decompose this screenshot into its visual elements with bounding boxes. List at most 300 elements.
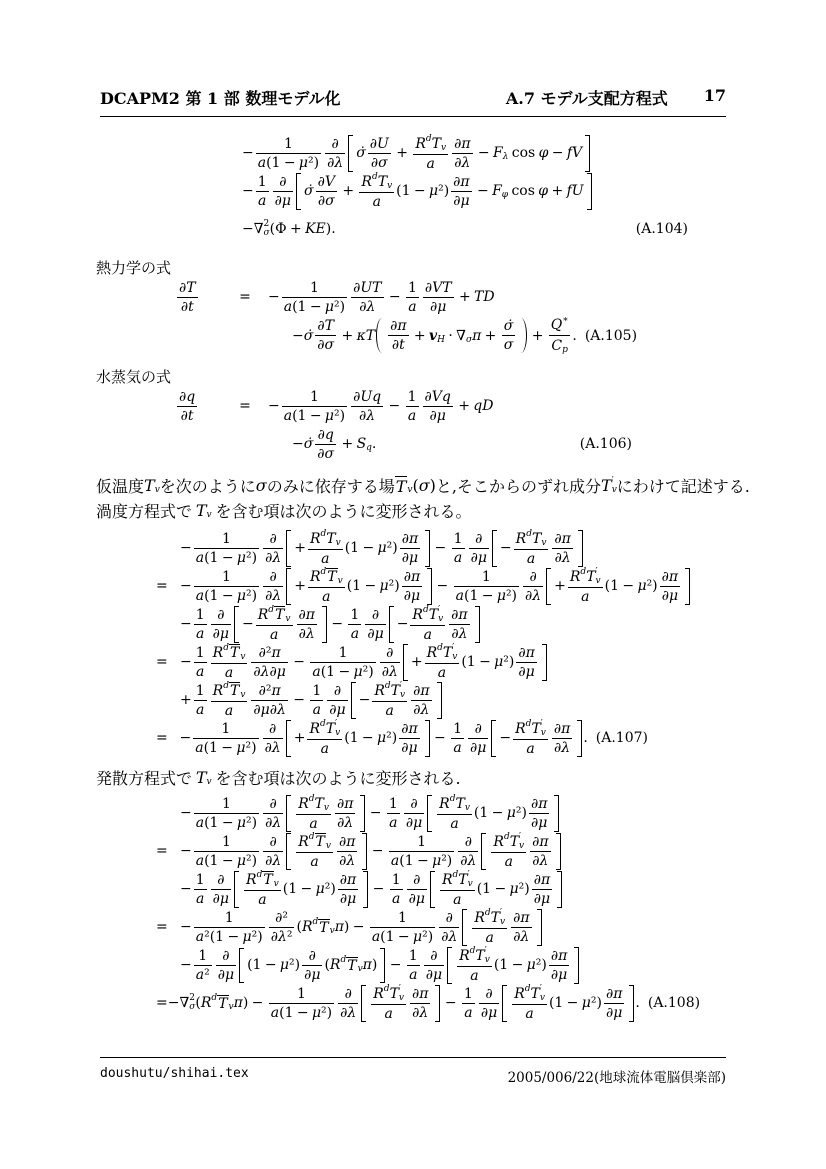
fraction-bar	[251, 662, 287, 663]
math-token	[296, 833, 333, 851]
math-token	[483, 986, 494, 1002]
math-token	[503, 144, 509, 162]
equation-expression	[292, 316, 577, 355]
fraction-bar	[549, 335, 571, 336]
math-token	[432, 136, 441, 152]
math-token: t	[188, 298, 194, 315]
close-delimiter	[556, 833, 561, 870]
equation-line	[156, 643, 726, 681]
math-token: )	[429, 476, 436, 495]
math-token	[368, 136, 391, 152]
fraction-bar	[452, 548, 465, 549]
math-token: +	[410, 654, 423, 670]
math-token: −	[622, 578, 635, 594]
math-token: ∂	[453, 173, 461, 190]
math-token: −	[476, 183, 489, 199]
fraction	[423, 280, 454, 315]
math-token: ∇	[456, 327, 466, 344]
close-delimiter	[425, 530, 430, 567]
math-token: ∂	[180, 407, 188, 424]
math-token	[402, 588, 422, 604]
math-token: ∂	[353, 279, 361, 296]
equation-line	[180, 946, 726, 984]
math-token: 1	[309, 279, 319, 296]
fraction-bar	[338, 889, 358, 890]
math-token: T	[530, 985, 540, 1002]
math-token: −	[309, 407, 322, 424]
math-token: 1	[350, 606, 360, 623]
math-token: (1	[464, 587, 479, 604]
math-token: π	[668, 568, 679, 585]
math-token: ∂	[413, 682, 421, 699]
sub-sup	[412, 606, 428, 624]
math-token: ∂	[554, 530, 562, 547]
fraction	[263, 796, 283, 831]
math-token	[298, 796, 309, 812]
fraction	[411, 683, 431, 718]
math-token	[217, 995, 228, 1012]
fraction	[251, 645, 287, 680]
fraction	[256, 606, 293, 643]
math-token: π	[540, 871, 551, 888]
math-token	[399, 721, 419, 737]
math-token: R	[493, 833, 504, 850]
bracket-group	[286, 568, 432, 605]
sub-sup	[551, 316, 569, 334]
math-token: v	[357, 964, 363, 974]
math-token: a	[384, 1005, 393, 1022]
math-token	[407, 967, 419, 983]
math-token	[532, 891, 552, 907]
math-token: 2	[263, 219, 270, 229]
fraction	[437, 795, 472, 832]
math-token	[540, 985, 545, 1003]
math-token: a	[270, 1004, 280, 1021]
math-token: a	[309, 815, 318, 832]
math-token: a	[409, 966, 418, 983]
math-token	[337, 853, 357, 869]
math-token	[390, 872, 403, 888]
math-token: v	[539, 992, 545, 1003]
math-token: 2	[189, 993, 195, 1003]
math-token: d	[425, 133, 432, 144]
thermodynamics-heading: 熱力学の式	[96, 258, 172, 277]
math-token: T	[229, 645, 240, 661]
math-token: μ	[506, 805, 516, 821]
math-token	[409, 644, 541, 681]
math-token: μ	[526, 957, 536, 973]
open-delimiter	[376, 318, 382, 353]
fraction-bar	[256, 625, 293, 626]
equation-number: (A.104)	[635, 221, 688, 237]
math-token: ∂	[403, 568, 411, 585]
math-token	[258, 607, 269, 623]
math-token: ∂	[390, 318, 398, 334]
math-token	[387, 815, 399, 831]
math-token: π	[410, 568, 421, 585]
math-token	[269, 929, 295, 945]
math-token: μ	[581, 995, 591, 1011]
fraction-bar	[351, 297, 383, 298]
math-token	[396, 910, 409, 926]
header-part-title: DCAPM2 第 1 部 数理モデル化	[100, 89, 341, 108]
math-token	[251, 664, 287, 680]
math-token: −	[396, 616, 409, 632]
math-token: π	[461, 135, 471, 152]
math-token: a	[196, 663, 205, 680]
sub-sup	[458, 871, 472, 889]
fraction-bar	[269, 927, 295, 928]
math-token: μ	[242, 928, 252, 945]
math-token: ²)	[246, 587, 258, 604]
math-token: −	[180, 919, 192, 935]
math-token: d	[384, 680, 391, 691]
math-token: d	[469, 945, 476, 956]
sub-sup	[326, 568, 342, 586]
math-token: ∂	[386, 644, 394, 661]
math-token: π	[362, 957, 372, 973]
math-token: a	[310, 853, 319, 870]
math-token: (1	[476, 881, 492, 897]
math-token: a	[464, 1004, 473, 1021]
math-token	[407, 891, 427, 907]
math-token: π	[347, 871, 357, 888]
math-token: 1	[463, 985, 473, 1002]
math-token: を次のように	[159, 477, 256, 496]
math-token: ∂	[410, 795, 418, 812]
math-token: π	[613, 985, 623, 1002]
math-token: T	[490, 909, 500, 926]
fraction-bar	[216, 965, 236, 966]
math-token: ∂	[605, 985, 614, 1002]
math-token	[500, 909, 505, 927]
fraction-bar	[549, 965, 569, 966]
math-token	[380, 664, 400, 680]
math-token	[508, 985, 628, 1022]
math-token	[256, 606, 293, 624]
math-token: ′	[540, 718, 543, 729]
math-token: −	[388, 398, 401, 414]
math-token: ∂	[470, 549, 478, 566]
math-token: φ	[501, 190, 509, 200]
equation-expression	[180, 871, 563, 908]
math-token: −	[511, 957, 524, 973]
close-delimiter	[578, 530, 583, 567]
bracket-group	[286, 795, 365, 832]
page-content	[96, 112, 750, 1022]
math-token: a	[195, 852, 205, 869]
sub-sup	[455, 795, 469, 813]
math-token	[316, 174, 337, 190]
fraction-bar	[449, 624, 469, 625]
math-token	[316, 193, 337, 209]
fraction	[549, 948, 569, 983]
math-token	[338, 577, 343, 586]
math-token	[523, 1006, 535, 1022]
sub-sup	[361, 173, 377, 191]
math-token: d	[524, 983, 531, 994]
fraction	[177, 389, 197, 424]
math-token: ′	[452, 642, 455, 653]
math-token: KE	[305, 221, 326, 237]
math-token: λ	[272, 814, 282, 831]
math-token	[194, 683, 207, 699]
fraction-bar	[437, 814, 472, 815]
fraction-bar	[256, 153, 321, 154]
bracket-group	[286, 530, 430, 567]
math-token	[357, 408, 377, 424]
fraction-bar	[454, 586, 519, 587]
math-token: μ	[353, 663, 363, 680]
open-delimiter	[492, 530, 497, 567]
math-token	[529, 815, 549, 831]
sub-sup	[274, 606, 290, 624]
fraction-bar	[451, 191, 471, 192]
math-token	[411, 702, 431, 718]
math-token: R	[426, 644, 438, 661]
math-token	[326, 531, 335, 547]
math-token	[268, 796, 279, 812]
math-token: ∂	[359, 407, 367, 424]
math-token: T	[195, 501, 207, 520]
math-token: ∂	[274, 192, 282, 209]
sub-sup	[514, 985, 530, 1003]
math-token: a	[526, 550, 536, 567]
math-token	[240, 682, 245, 700]
math-token: (	[296, 919, 302, 935]
math-token: ′	[484, 945, 487, 956]
fraction	[308, 530, 343, 567]
math-token: ∂	[513, 928, 521, 945]
math-token: ∂	[413, 871, 421, 888]
math-token	[220, 796, 233, 812]
bracket-group	[239, 948, 385, 983]
math-token: a	[269, 626, 279, 643]
math-token	[562, 337, 568, 355]
math-token	[415, 136, 426, 152]
math-token: ∂	[217, 871, 225, 888]
open-delimiter	[286, 568, 291, 605]
fraction	[388, 318, 408, 353]
math-token: π	[472, 327, 482, 344]
math-token	[315, 796, 324, 812]
math-token: a	[224, 664, 234, 681]
math-token: と,	[435, 477, 458, 496]
math-token: ∂	[430, 947, 438, 964]
math-token	[337, 645, 350, 661]
math-token: VT	[432, 279, 452, 296]
math-token	[406, 280, 419, 296]
math-token	[244, 871, 281, 889]
math-token	[519, 833, 524, 851]
math-token	[531, 721, 540, 737]
math-token: T	[314, 795, 324, 812]
math-token: −	[434, 730, 446, 746]
math-token	[256, 892, 268, 908]
math-token	[549, 337, 569, 355]
math-token: −	[309, 298, 322, 315]
math-token	[596, 568, 601, 586]
fraction	[370, 910, 435, 945]
math-token: a	[371, 928, 381, 945]
fraction	[263, 569, 283, 604]
math-token: T	[347, 957, 357, 974]
sub-sup	[330, 956, 346, 974]
math-token: ∂	[269, 720, 277, 737]
math-token	[406, 389, 419, 405]
sub-sup	[262, 871, 278, 889]
equals-sign: =	[156, 578, 168, 594]
math-token	[410, 606, 445, 624]
math-token: d	[484, 907, 491, 918]
math-token: ∂	[353, 388, 361, 405]
math-token: μ	[538, 814, 548, 831]
equation-line	[156, 567, 726, 605]
math-token: σ	[378, 154, 388, 171]
math-token: μ	[509, 881, 519, 897]
math-token	[298, 834, 309, 850]
fraction-bar	[407, 889, 427, 890]
math-token	[497, 720, 576, 757]
fraction	[513, 720, 548, 757]
fraction	[440, 871, 475, 908]
open-delimiter	[361, 985, 366, 1022]
math-token: ∂	[475, 530, 483, 547]
math-token	[257, 683, 283, 699]
math-token	[423, 389, 453, 405]
sub-sup	[378, 173, 392, 191]
math-token: ∂	[391, 337, 400, 353]
math-token: −	[331, 616, 344, 632]
equation-expression	[180, 833, 562, 870]
math-token: λ	[272, 587, 282, 604]
fraction-bar	[404, 813, 424, 814]
bracket-group	[351, 682, 442, 719]
math-token	[194, 645, 207, 661]
fraction	[512, 985, 547, 1022]
math-token	[425, 156, 437, 172]
math-token: Uq	[360, 388, 382, 405]
fraction-bar	[400, 548, 420, 549]
math-token: −	[292, 327, 304, 344]
equation-a104	[242, 134, 726, 248]
math-token	[402, 569, 422, 585]
math-token: R	[441, 871, 453, 888]
math-token: 1	[309, 388, 319, 405]
math-token: ²)	[362, 663, 374, 680]
math-token: λ	[334, 154, 344, 171]
math-token	[302, 173, 586, 210]
sub-sup	[310, 568, 326, 586]
math-token: μ	[374, 625, 384, 642]
math-token: λ	[561, 739, 571, 756]
math-token: μ	[460, 192, 470, 209]
math-token: T	[324, 318, 334, 334]
math-token	[502, 191, 508, 200]
sub-sup	[213, 682, 229, 700]
fraction-bar	[244, 890, 281, 891]
math-token	[370, 607, 381, 623]
math-token	[541, 729, 546, 738]
fraction	[390, 872, 403, 907]
math-token: R	[373, 985, 384, 1002]
math-token	[194, 588, 259, 604]
fraction	[451, 174, 471, 209]
math-token: π	[558, 947, 568, 964]
math-token: )	[343, 919, 350, 935]
close-delimiter	[629, 985, 634, 1022]
math-token: 1	[195, 871, 205, 888]
math-token: ²)	[246, 549, 258, 566]
math-token: ²)	[505, 587, 518, 604]
fraction	[410, 986, 430, 1021]
math-token: ∂	[327, 154, 335, 171]
math-token	[473, 531, 484, 547]
fraction-bar	[410, 1003, 430, 1004]
math-token: a	[423, 626, 432, 643]
math-token: ∂	[430, 298, 438, 315]
math-token: R	[459, 947, 470, 964]
math-token: π	[305, 606, 315, 623]
fraction-bar	[604, 1003, 624, 1004]
math-token: T	[428, 606, 439, 623]
fraction	[380, 645, 400, 680]
math-token	[179, 299, 196, 315]
math-token: π	[525, 644, 535, 661]
math-token	[422, 627, 434, 643]
math-token	[468, 968, 480, 984]
fraction	[351, 389, 383, 424]
math-token	[395, 606, 474, 643]
math-token	[351, 389, 383, 405]
math-token	[411, 872, 422, 888]
math-token: a	[320, 740, 329, 757]
math-token: a	[195, 739, 204, 756]
math-token: μ	[324, 407, 335, 424]
math-token: ∂	[265, 852, 273, 869]
math-token: ∂	[530, 795, 539, 812]
math-token: σ̇	[503, 318, 514, 334]
math-token	[211, 682, 248, 700]
fraction	[211, 682, 248, 719]
math-token	[369, 155, 390, 171]
bracket-group	[502, 985, 634, 1022]
virtual-temperature-paragraph	[96, 473, 750, 523]
math-token	[514, 986, 525, 1002]
math-token	[194, 815, 259, 831]
math-token: +	[458, 398, 470, 414]
math-token: λ	[272, 549, 282, 566]
math-token	[240, 606, 321, 643]
math-token	[315, 318, 336, 334]
math-token	[194, 967, 212, 983]
sub-sup	[246, 871, 262, 889]
math-token	[324, 804, 329, 813]
fraction-bar	[451, 738, 464, 739]
math-token: −	[242, 221, 254, 237]
math-token: 渦度方程式で	[96, 502, 193, 521]
equation-line	[175, 387, 726, 425]
equals-sign: =	[156, 995, 168, 1011]
math-token	[441, 144, 446, 153]
math-token: v	[440, 142, 447, 153]
equation-expression	[180, 682, 443, 719]
fraction	[211, 644, 248, 681]
math-token: σ	[465, 334, 473, 345]
math-token: −	[242, 145, 254, 161]
math-token: −	[242, 616, 254, 632]
open-delimiter	[430, 871, 435, 908]
